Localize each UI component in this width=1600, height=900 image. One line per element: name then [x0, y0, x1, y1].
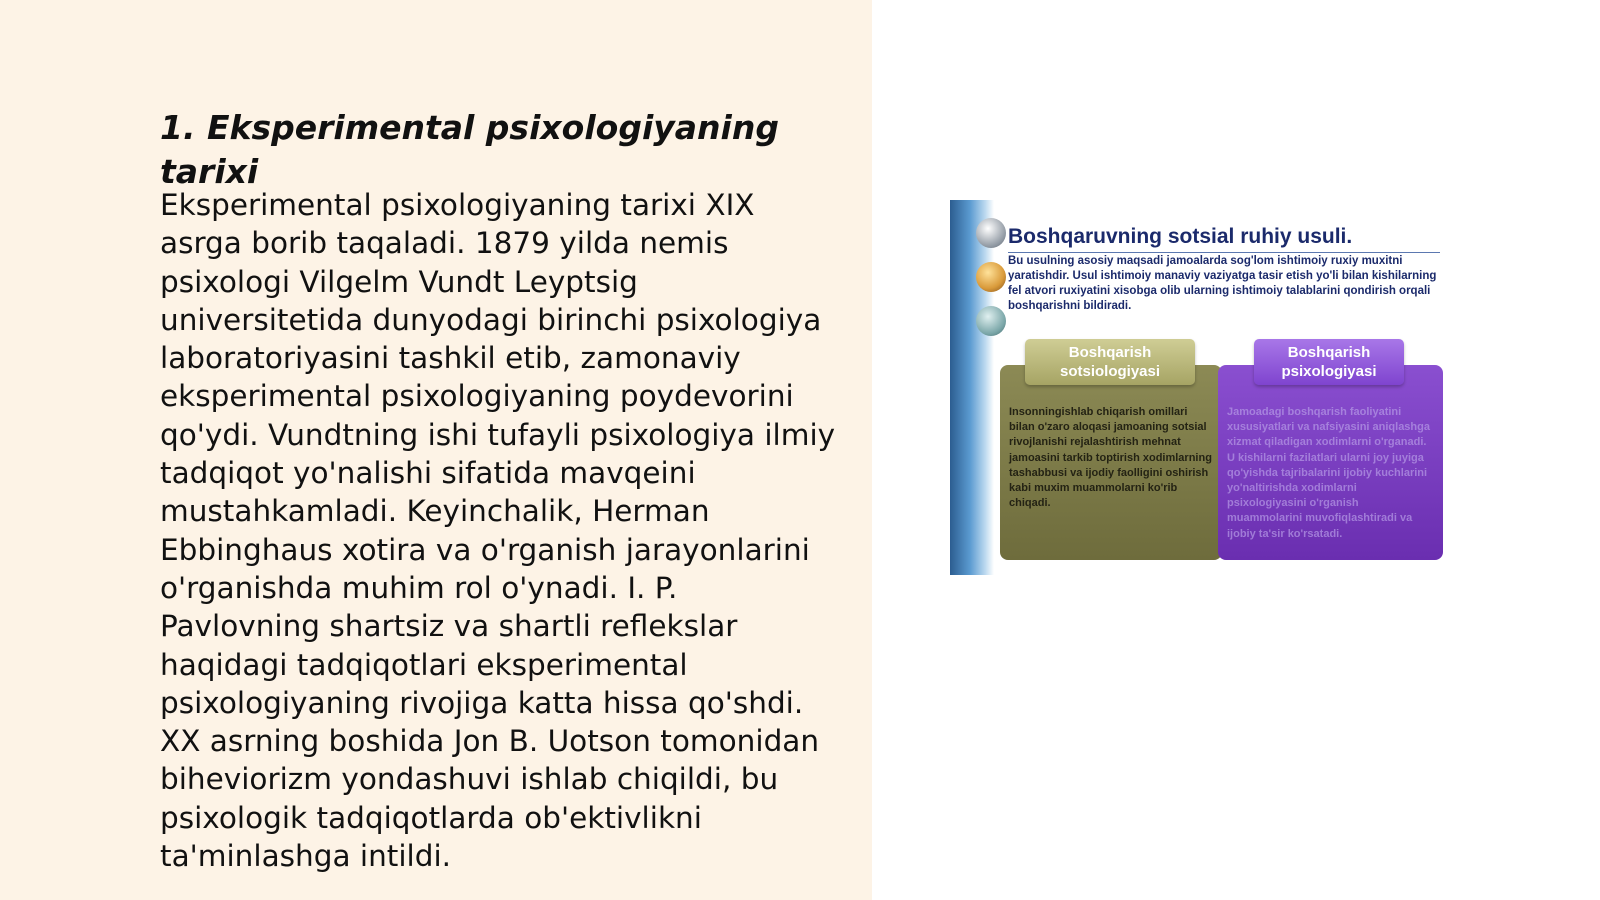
card-sociology-heading: Boshqarish sotsiologiyasi [1025, 339, 1195, 385]
sidebar-gradient [950, 200, 994, 575]
title-divider [1008, 252, 1440, 253]
globe-icon [976, 218, 1006, 248]
figure-description: Bu usulning asosiy maqsadi jamoalarda sog'lom ishtimoiy ruxiy muxitni yaratishdir. Usul ishtimoiy manaviy vaziyatga tasir etish yo'li bilan kishilarning fel atvori ruxiyatini xisobga olib ularning ishtimoiy talablarini qondirish orqali boshqarishni bildiradi. [1008, 255, 1437, 312]
card-psychology [1218, 344, 1443, 560]
leaf-icon [976, 306, 1006, 336]
card-psychology-text: Jamoadagi boshqarish faoliyatini xususiyatlari va nafsiyasini aniqlashga xizmat qiladigan xodimlarni o'rganadi. U kishilarni fazilatlari ularni joy juyiga qo'yishda tajribalarini ijobiy kuchlarini yo'naltirishda xodimlarni psixologiyasini o'rganish muammolarini muvofiqlashtiradi va ijobiy ta'sir ko'rsatadi. [1227, 406, 1430, 540]
card-psychology-heading: Boshqarish psixologiyasi [1254, 339, 1404, 385]
slide-body: Eksperimental psixologiyaning tarixi XIX asrga borib taqaladi. 1879 yilda nemis psixologi Vilgelm Vundt Leyptsig universitetida dunyodagi birinchi psixologiya laboratoriyasini tashkil etib, zamonaviy eksperimental psixologiyaning poydevorini qo'ydi. Vundtning ishi tufayli psixologiya ilmiy tadqiqot yo'nalishi sifatida mavqeini mustahkamladi. Keyinchalik, Herman Ebbinghaus xotira va o'rganish jarayonlarini o'rganishda muhim rol o'ynadi. I. P. Pavlovning shartsiz va shartli reflekslar haqidagi tadqiqotlari eksperimental psixologiyaning rivojiga katta hissa qo'shdi. XX asrning boshida Jon B. Uotson tomonidan biheviorizm yondashuvi ishlab chiqildi, bu psixologik tadqiqotlarda ob'ektivlikni ta'minlashga intildi. [160, 188, 836, 874]
person-icon [976, 262, 1006, 292]
diagram-image [950, 200, 1450, 575]
card-sociology [1000, 344, 1222, 560]
card-sociology-text: Insonningishlab chiqarish omillari bilan o'zaro aloqasi jamoaning sotsial rivojlanishi rejalashtirish mehnat jamoasini tarkib toptirish xodimlarning tashabbusi va ijodiy faolligini oshirish kabi muxim muammolarni ko'rib chiqadi. [1009, 406, 1212, 510]
slide-title: 1. Eksperimental psixologiyaning tarixi [160, 108, 779, 191]
figure-title: Boshqaruvning sotsial ruhiy usuli. [1008, 225, 1353, 248]
